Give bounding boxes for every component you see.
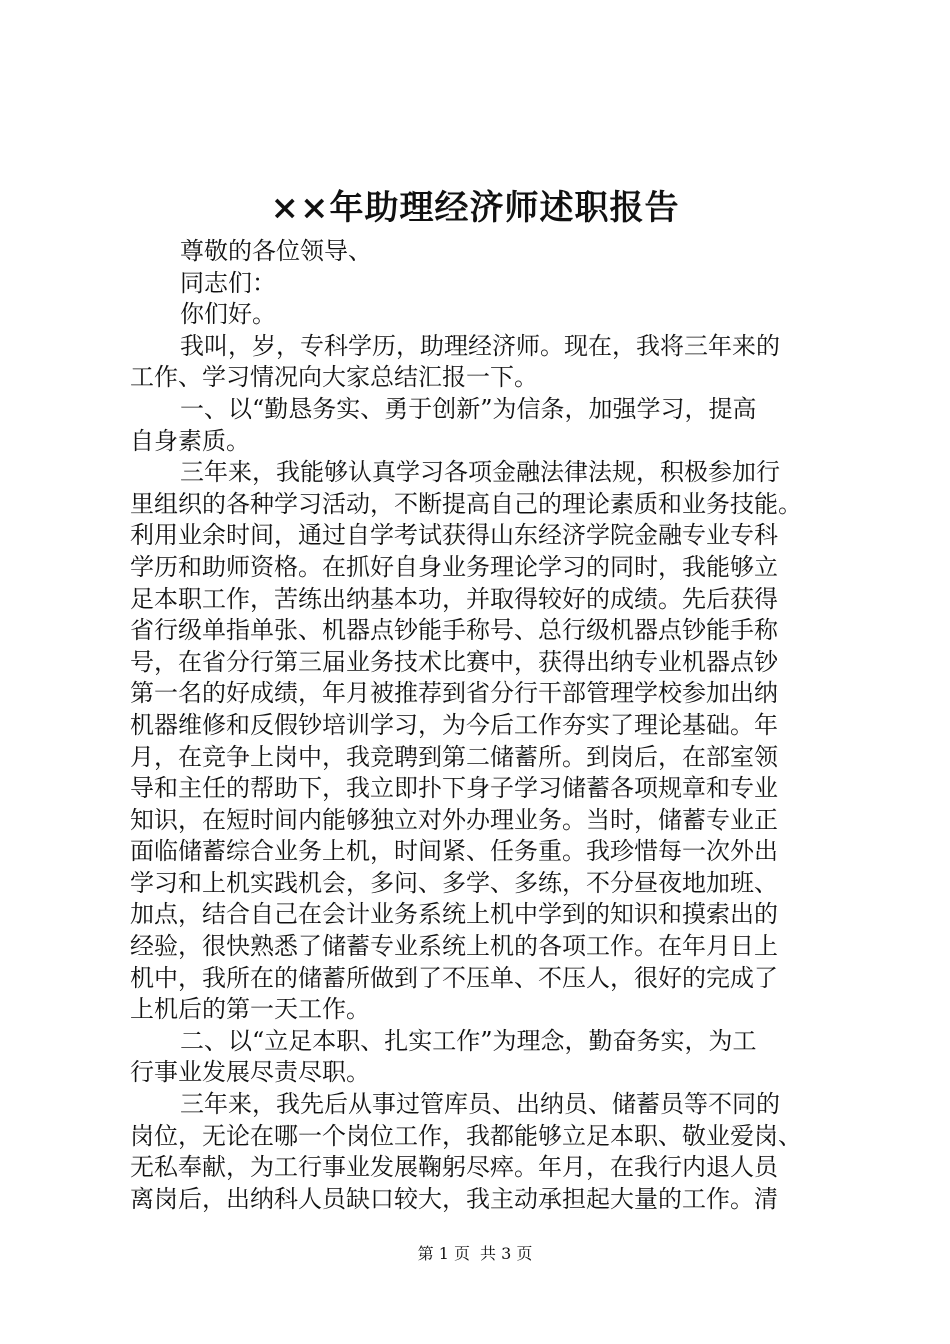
body-line: 机器维修和反假钞培训学习，为今后工作夯实了理论基础。年 (130, 710, 778, 739)
document-body (130, 236, 840, 1215)
page-footer (0, 1244, 950, 1264)
body-line: 省行级单指单张、机器点钞能手称号、总行级机器点钞能手称 (130, 616, 778, 645)
body-line: 三年来，我先后从事过管库员、出纳员、储蓄员等不同的 (180, 1090, 780, 1119)
body-line: 知识，在短时间内能够独立对外办理业务。当时，储蓄专业正 (130, 805, 778, 834)
body-line: 我叫，岁，专科学历，助理经济师。现在，我将三年来的 (180, 331, 780, 360)
body-line: 上机后的第一天工作。 (130, 995, 370, 1024)
body-line: 岗位，无论在哪一个岗位工作，我都能够立足本职、敬业爱岗、 (130, 1121, 802, 1150)
body-line: 里组织的各种学习活动，不断提高自己的理论素质和业务技能。 (130, 489, 802, 518)
body-line: 二、以“立足本职、扎实工作”为理念，勤奋务实，为工 (180, 1026, 757, 1055)
body-line: 三年来，我能够认真学习各项金融法律法规，积极参加行 (180, 458, 780, 487)
page-number: 第 1 页 (417, 1244, 470, 1263)
body-line: 离岗后，出纳科人员缺口较大，我主动承担起大量的工作。清 (130, 1184, 778, 1213)
body-line: 足本职工作，苦练出纳基本功，并取得较好的成绩。先后获得 (130, 584, 778, 613)
body-line: 加点，结合自己在会计业务系统上机中学到的知识和摸索出的 (130, 900, 778, 929)
body-line: 学历和助师资格。在抓好自身业务理论学习的同时，我能够立 (130, 552, 778, 581)
page-total: 共 3 页 (480, 1244, 533, 1263)
body-line: 一、以“勤恳务实、勇于创新”为信条，加强学习，提高 (180, 394, 757, 423)
body-line: 无私奉献，为工行事业发展鞠躬尽瘁。年月，在我行内退人员 (130, 1153, 778, 1182)
body-line: 利用业余时间，通过自学考试获得山东经济学院金融专业专科 (130, 521, 778, 550)
body-line: 学习和上机实践机会，多问、多学、多练，不分昼夜地加班、 (130, 868, 778, 897)
body-line: 经验，很快熟悉了储蓄专业系统上机的各项工作。在年月日上 (130, 932, 778, 961)
body-line: 第一名的好成绩，年月被推荐到省分行干部管理学校参加出纳 (130, 679, 778, 708)
body-line: 面临储蓄综合业务上机，时间紧、任务重。我珍惜每一次外出 (130, 837, 778, 866)
body-line: 同志们： (180, 268, 276, 297)
document-title: ××年助理经济师述职报告 (270, 188, 680, 228)
body-line: 你们好。 (180, 300, 276, 329)
body-line: 尊敬的各位领导、 (180, 237, 372, 265)
body-line: 导和主任的帮助下，我立即扑下身子学习储蓄各项规章和专业 (130, 774, 778, 803)
body-line: 月，在竞争上岗中，我竞聘到第二储蓄所。到岗后，在部室领 (130, 742, 778, 771)
body-line: 工作、学习情况向大家总结汇报一下。 (130, 363, 538, 392)
body-line: 自身素质。 (130, 426, 250, 455)
body-line: 机中，我所在的储蓄所做到了不压单、不压人，很好的完成了 (130, 963, 778, 992)
body-line: 号，在省分行第三届业务技术比赛中，获得出纳专业机器点钞 (130, 647, 778, 676)
body-line: 行事业发展尽责尽职。 (130, 1058, 370, 1087)
